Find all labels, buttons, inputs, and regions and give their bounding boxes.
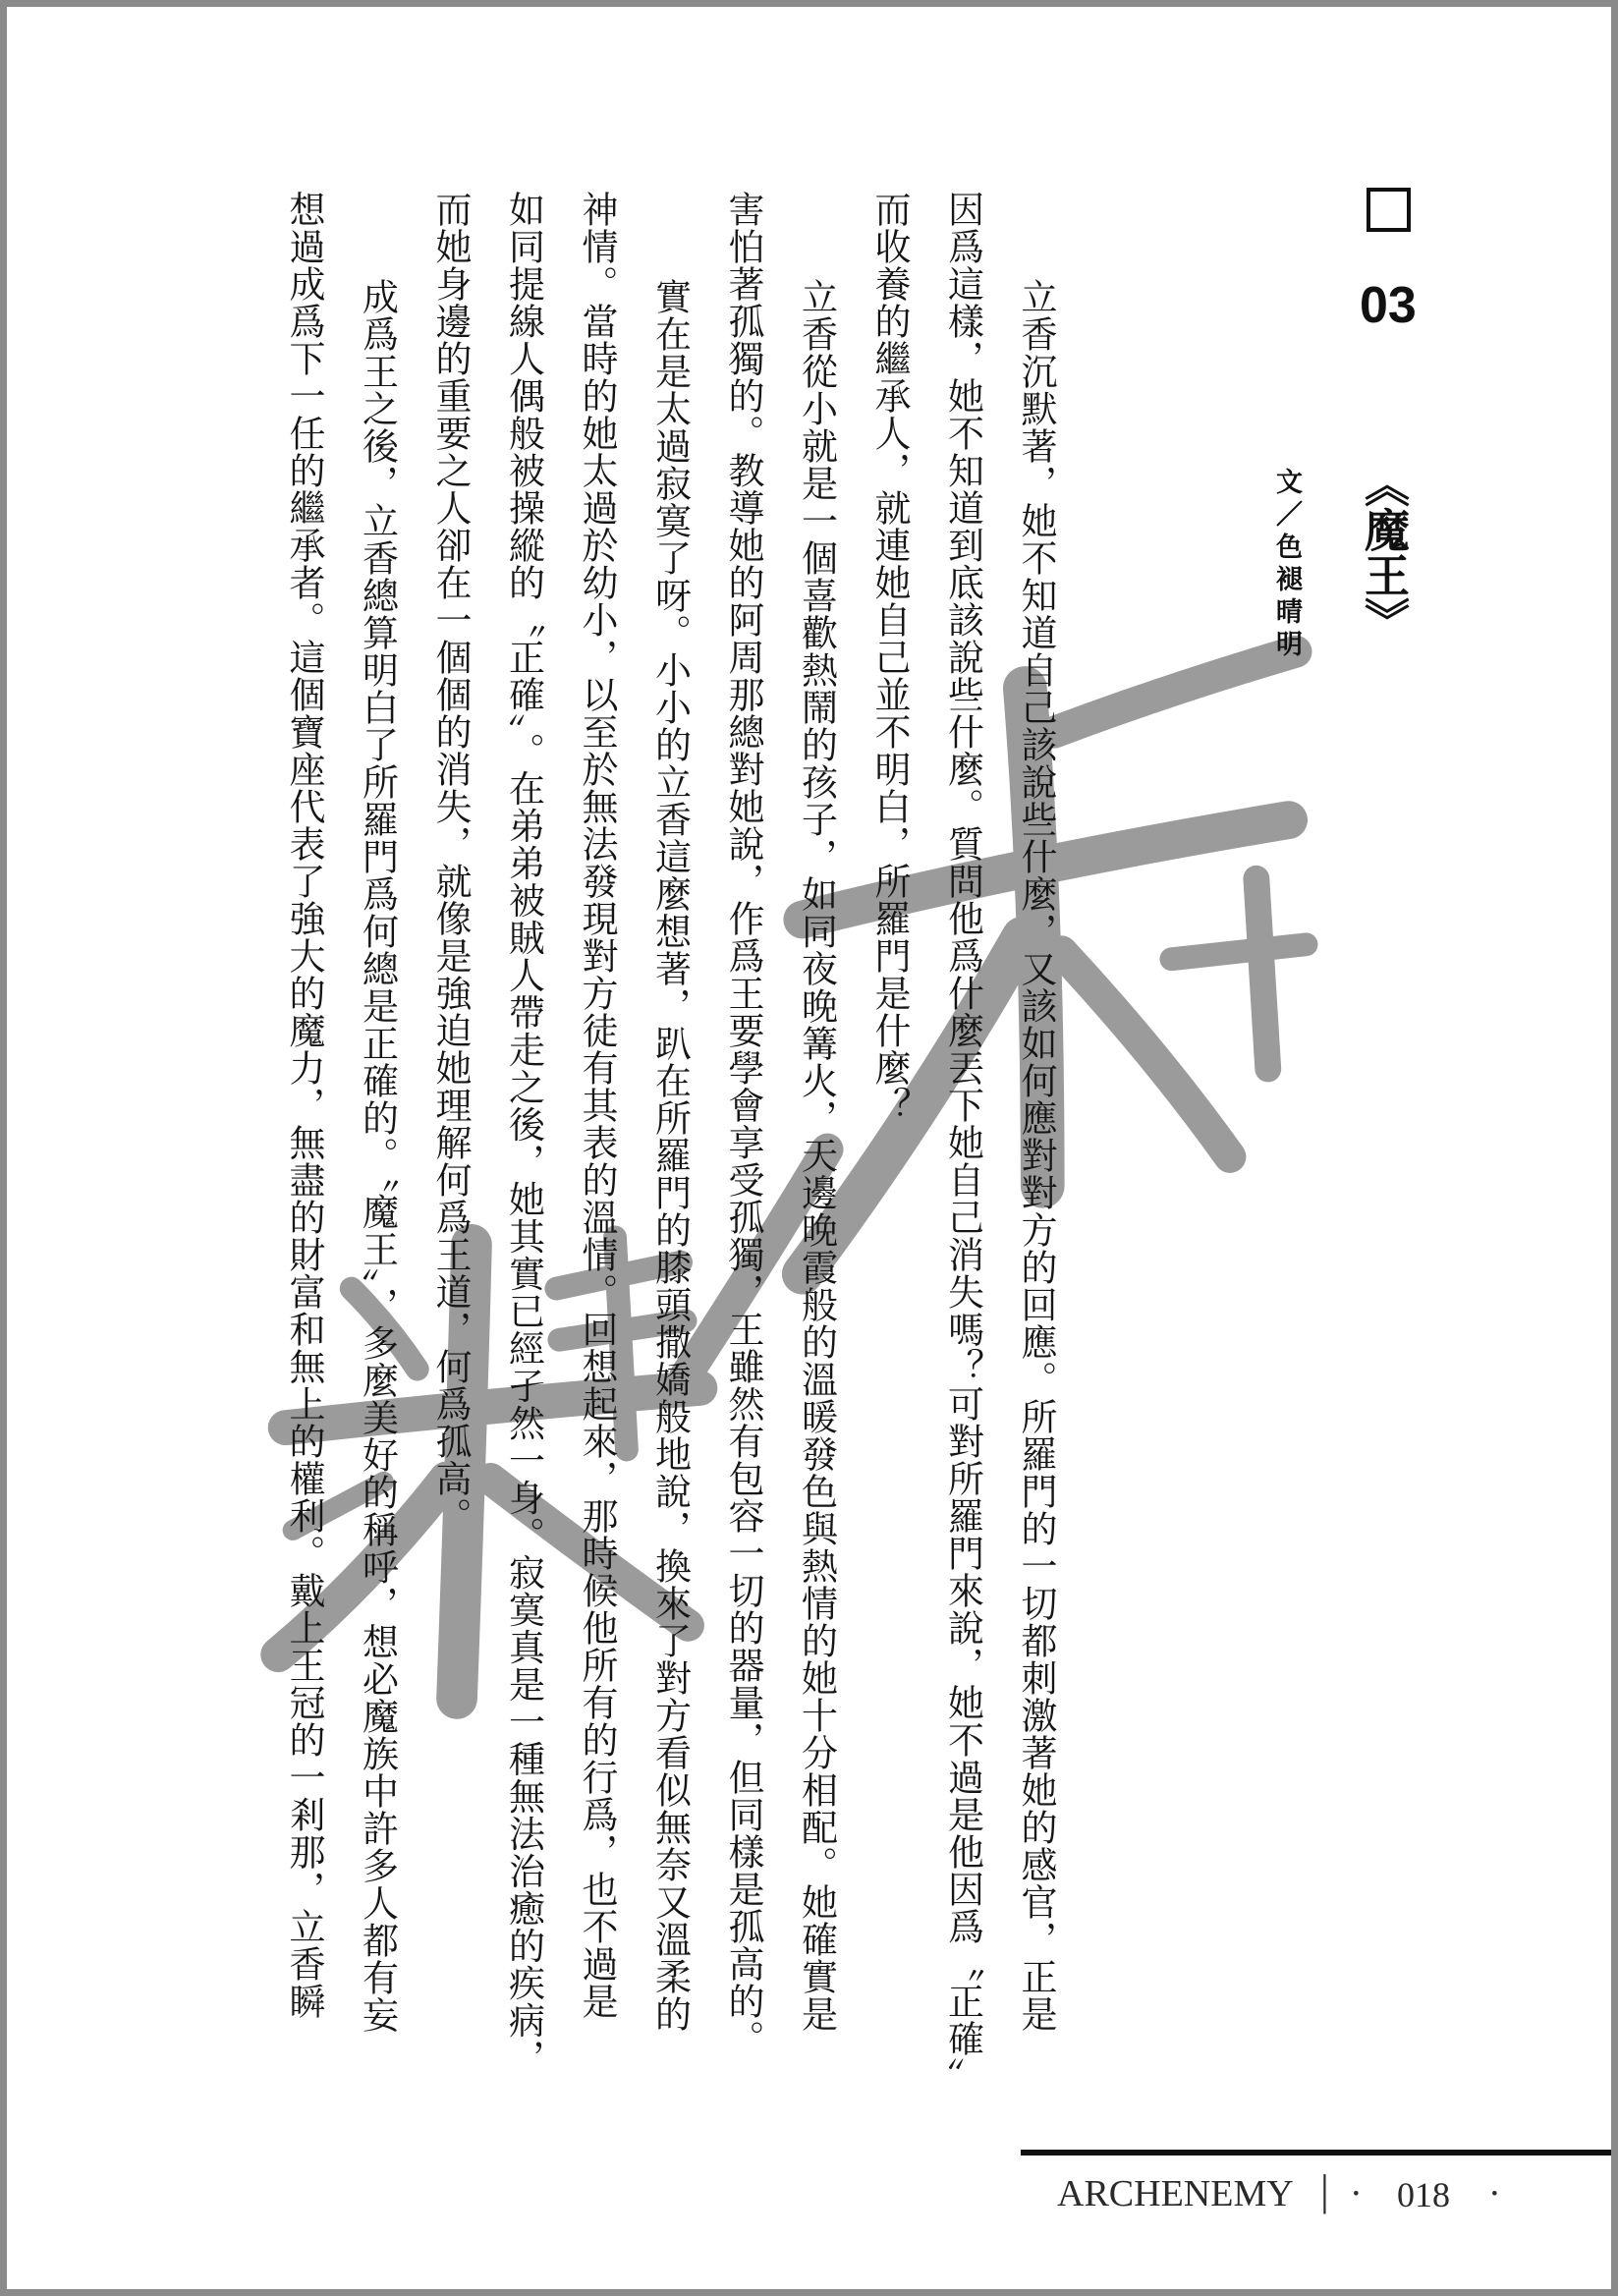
section-number: 03 <box>1360 277 1417 334</box>
watermark-stroke <box>1171 944 1306 959</box>
watermark-stroke <box>1054 651 1296 732</box>
footer-dot: · <box>1350 2173 1363 2214</box>
publication-name: ARCHENEMY <box>1057 2173 1294 2214</box>
text-column: 立香從小就是一個喜歡熱鬧的孩子，如同夜晚篝火，天邊晚霞般的溫暖發色與熱情的她十分相配。她確實是 <box>795 278 838 2033</box>
watermark-stroke <box>1256 878 1268 1069</box>
footer-dot: · <box>1488 2173 1501 2214</box>
text-column: 而收養的繼承人，就連她自己並不明白，所羅門是什麼？ <box>868 191 911 1124</box>
article-body <box>267 191 1073 2095</box>
text-column: 神情。當時的她太過於幼小，以至於無法發現對方徒有其表的溫情。回想起來，那時候他所有的行爲，也不過是 <box>576 191 618 2020</box>
page-number: 018 <box>1397 2175 1450 2214</box>
author-byline: 文／色褪晴明 <box>1271 468 1302 662</box>
text-column: 成爲王之後，立香總算明白了所羅門爲何總是正確的。〝魔王〞，多麼美好的稱呼，想必魔族中許多人都有妄 <box>356 278 399 2034</box>
footer-separator: | <box>1320 2166 1329 2214</box>
watermark-stroke <box>1062 952 1230 1157</box>
text-column: 立香沉默著，她不知道自己該說些什麼，又該如何應對對方的回應。所羅門的一切都刺激著她的感官，正是 <box>1015 278 1057 2033</box>
text-column: 想過成爲下一任的繼承者。這個寶座代表了強大的魔力，無盡的財富和無上的權利。戴上王冠的一剎那，立香瞬 <box>283 191 325 2020</box>
text-column: 如同提線人偶般被操縱的〝正確〞。在弟弟被賊人帶走之後，她其實已經孑然一身。寂寞真是一種無法治癒的疾病， <box>502 191 545 2077</box>
text-column: 因爲這樣，她不知道到底該說些什麼。質問他爲什麼丟下她自己消失嗎？可對所羅門來說，她不過是他因爲〝正確〞 <box>941 191 984 2095</box>
text-column: 實在是太過寂寞了呀。小小的立香這麼想著，趴在所羅門的膝頭撒嬌般地說，換來了對方看似無奈又溫柔的 <box>648 278 692 2033</box>
article-title: 《魔王》 <box>1358 462 1411 643</box>
footer-rule <box>1021 2150 1611 2156</box>
section-square-icon <box>1367 188 1411 232</box>
text-column: 害怕著孤獨的。教導她的阿周那總對她說，作爲王要學會享受孤獨，王雖然有包容一切的器量，但同樣是孤高的。 <box>722 191 764 2057</box>
text-column: 而她身邊的重要之人卻在一個個的消失，就像是強迫她理解何爲王道，何爲孤高。 <box>429 191 472 1535</box>
